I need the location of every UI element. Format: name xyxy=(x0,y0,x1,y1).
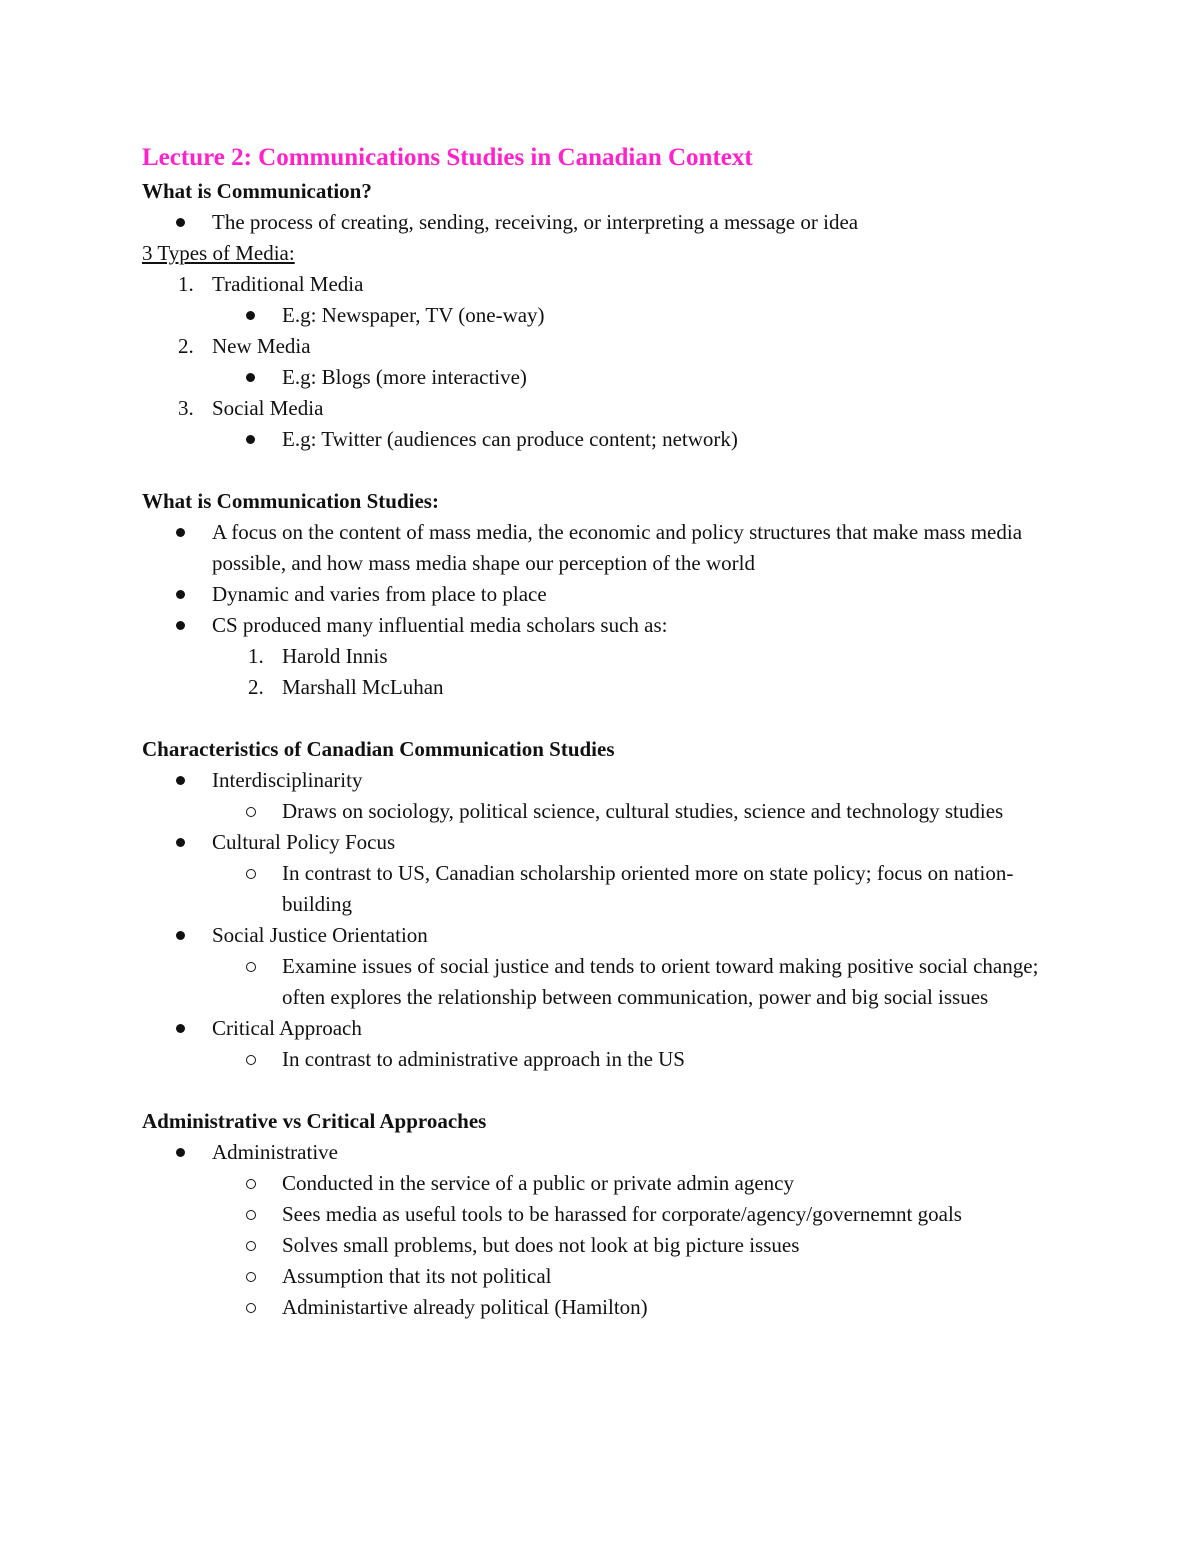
list-item xyxy=(142,951,1072,1013)
circle-bullet-icon xyxy=(246,1261,276,1292)
list-item-text: Critical Approach xyxy=(212,1016,362,1040)
circle-bullet-icon xyxy=(246,1199,276,1230)
list-item xyxy=(142,1013,1072,1044)
list-item-text: E.g: Blogs (more interactive) xyxy=(282,365,527,389)
list-item-text: E.g: Twitter (audiences can produce content; network) xyxy=(282,427,738,451)
section-heading-communication: What is Communication? xyxy=(142,179,372,203)
list-item xyxy=(142,362,1072,393)
list-item-text: In contrast to administrative approach in the US xyxy=(282,1047,685,1071)
list-item-text: Interdisciplinarity xyxy=(212,768,363,792)
list-item xyxy=(142,1261,1072,1292)
bullet-icon xyxy=(176,207,206,238)
circle-bullet-icon xyxy=(246,1230,276,1261)
list-item-text: Administrative xyxy=(212,1140,338,1164)
bullet-icon xyxy=(176,765,206,796)
list-item-text: Assumption that its not political xyxy=(282,1264,552,1288)
section-heading-communication-studies: What is Communication Studies: xyxy=(142,489,439,513)
bullet-icon xyxy=(176,579,206,610)
media-types-heading: 3 Types of Media: xyxy=(142,241,295,265)
list-item xyxy=(142,424,1072,455)
list-item-text: Traditional Media xyxy=(212,272,364,296)
list-item-text: Administartive already political (Hamilton) xyxy=(282,1295,648,1319)
list-item-text: In contrast to US, Canadian scholarship oriented more on state policy; focus on nation-building xyxy=(282,861,1014,916)
list-item xyxy=(142,610,1072,641)
list-item xyxy=(142,858,1072,920)
list-item-text: Solves small problems, but does not look at big picture issues xyxy=(282,1233,800,1257)
list-item-text: Examine issues of social justice and tends to orient toward making positive social change; often explores the relationship between communication, power and big social issues xyxy=(282,954,1039,1009)
document-page xyxy=(142,140,1072,1323)
list-item xyxy=(142,393,1072,424)
bullet-icon xyxy=(176,827,206,858)
list-item-text: Marshall McLuhan xyxy=(282,675,444,699)
list-item xyxy=(142,1044,1072,1075)
bullet-icon xyxy=(246,362,276,393)
list-item xyxy=(142,920,1072,951)
list-item-text: CS produced many influential media scholars such as: xyxy=(212,613,668,637)
list-item xyxy=(142,207,1072,238)
list-item-text: Sees media as useful tools to be harassed for corporate/agency/governemnt goals xyxy=(282,1202,962,1226)
list-item-text: Social Media xyxy=(212,396,324,420)
list-item xyxy=(142,765,1072,796)
bullet-icon xyxy=(176,920,206,951)
list-item xyxy=(142,1168,1072,1199)
list-item xyxy=(142,300,1072,331)
list-item xyxy=(142,827,1072,858)
circle-bullet-icon xyxy=(246,1044,276,1075)
page-title: Lecture 2: Communications Studies in Canadian Context xyxy=(142,144,753,171)
list-item xyxy=(142,1199,1072,1230)
list-item xyxy=(142,1230,1072,1261)
section-heading-approaches: Administrative vs Critical Approaches xyxy=(142,1109,487,1133)
list-item xyxy=(142,641,1072,672)
list-item xyxy=(142,579,1072,610)
list-item xyxy=(142,796,1072,827)
list-item-text: E.g: Newspaper, TV (one-way) xyxy=(282,303,545,327)
circle-bullet-icon xyxy=(246,1292,276,1323)
list-item-text: Draws on sociology, political science, cultural studies, science and technology studies xyxy=(282,799,1004,823)
section-heading-characteristics: Characteristics of Canadian Communication Studies xyxy=(142,737,615,761)
list-number: 2. xyxy=(248,675,264,699)
list-item xyxy=(142,331,1072,362)
list-item-text: New Media xyxy=(212,334,311,358)
bullet-icon xyxy=(176,517,206,548)
list-number: 2. xyxy=(178,334,194,358)
circle-bullet-icon xyxy=(246,1168,276,1199)
list-item xyxy=(142,269,1072,300)
list-item-text: Cultural Policy Focus xyxy=(212,830,396,854)
list-item-text: Harold Innis xyxy=(282,644,388,668)
bullet-icon xyxy=(246,300,276,331)
bullet-icon xyxy=(246,424,276,455)
list-item xyxy=(142,672,1072,703)
list-item xyxy=(142,517,1072,579)
circle-bullet-icon xyxy=(246,951,276,982)
list-item xyxy=(142,1137,1072,1168)
list-item-text: Social Justice Orientation xyxy=(212,923,428,947)
list-number: 3. xyxy=(178,396,194,420)
list-number: 1. xyxy=(178,272,194,296)
list-item-text: A focus on the content of mass media, the economic and policy structures that make mass media possible, and how mass media shape our perception of the world xyxy=(212,520,1023,575)
list-item xyxy=(142,1292,1072,1323)
list-item-text: Dynamic and varies from place to place xyxy=(212,582,547,606)
circle-bullet-icon xyxy=(246,858,276,889)
bullet-icon xyxy=(176,1013,206,1044)
list-number: 1. xyxy=(248,644,264,668)
circle-bullet-icon xyxy=(246,796,276,827)
bullet-icon xyxy=(176,1137,206,1168)
bullet-icon xyxy=(176,610,206,641)
list-item-text: Conducted in the service of a public or private admin agency xyxy=(282,1171,794,1195)
list-item-text: The process of creating, sending, receiving, or interpreting a message or idea xyxy=(212,210,859,234)
